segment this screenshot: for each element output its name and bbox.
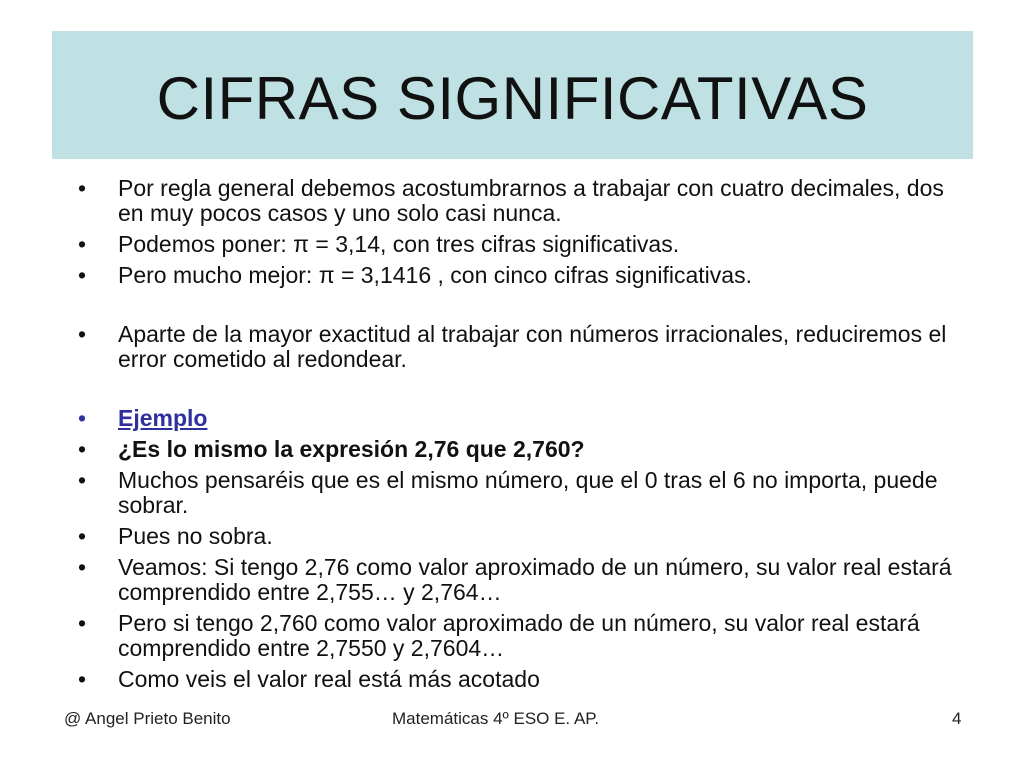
footer-page-number: 4: [952, 709, 962, 728]
bullet-text-four-decimals: Por regla general debemos acostumbrarnos a trabajar con cuatro decimales, dos en muy pocos casos y uno solo casi nunca.: [118, 175, 944, 226]
bullet-marker: •: [78, 175, 87, 201]
bullet-item: [78, 232, 968, 257]
bullet-item: [78, 263, 968, 288]
bullet-text-not-extra: Pues no sobra.: [118, 523, 273, 549]
bullet-text-range-276: Veamos: Si tengo 2,76 como valor aproximado de un número, su valor real estará comprendido entre 2,755… y 2,764…: [118, 554, 952, 605]
bullet-item: [78, 322, 968, 372]
bullet-text-same-number: Muchos pensaréis que es el mismo número, que el 0 tras el 6 no importa, puede sobrar.: [118, 467, 938, 518]
bullet-item: [78, 611, 968, 661]
bullet-marker: •: [78, 231, 87, 257]
bullet-text-pi-five-figures: Pero mucho mejor: π = 3,1416 , con cinco cifras significativas.: [118, 262, 752, 288]
bullet-marker: •: [78, 262, 87, 288]
example-link[interactable]: Ejemplo: [118, 405, 208, 431]
bullet-text-pi-three-figures: Podemos poner: π = 3,14, con tres cifras significativas.: [118, 231, 680, 257]
bullet-marker: •: [78, 610, 87, 636]
bullet-marker: •: [78, 436, 87, 462]
bullet-list: [78, 176, 968, 698]
slide-title: CIFRAS SIGNIFICATIVAS: [156, 64, 869, 132]
bullet-item: [78, 555, 968, 605]
title-banner: [52, 31, 973, 159]
bullet-item: [78, 667, 968, 692]
bullet-marker: •: [78, 405, 87, 431]
bullet-text-question: ¿Es lo mismo la expresión 2,76 que 2,760?: [118, 436, 585, 462]
bullet-item: [78, 176, 968, 226]
bullet-marker: •: [78, 467, 87, 493]
bullet-item: [78, 406, 968, 431]
bullet-item: [78, 437, 968, 462]
bullet-item: [78, 468, 968, 518]
footer-course: Matemáticas 4º ESO E. AP.: [392, 709, 600, 728]
bullet-item: [78, 524, 968, 549]
bullet-text-conclusion: Como veis el valor real está más acotado: [118, 666, 540, 692]
bullet-marker: •: [78, 666, 87, 692]
bullet-marker: •: [78, 321, 87, 347]
footer-author: @ Angel Prieto Benito: [64, 709, 231, 728]
bullet-text-range-2760: Pero si tengo 2,760 como valor aproximado de un número, su valor real estará comprendido entre 2,7550 y 2,7604…: [118, 610, 920, 661]
bullet-marker: •: [78, 554, 87, 580]
bullet-text-exactitude: Aparte de la mayor exactitud al trabajar con números irracionales, reduciremos el error cometido al redondear.: [118, 321, 947, 372]
bullet-marker: •: [78, 523, 87, 549]
